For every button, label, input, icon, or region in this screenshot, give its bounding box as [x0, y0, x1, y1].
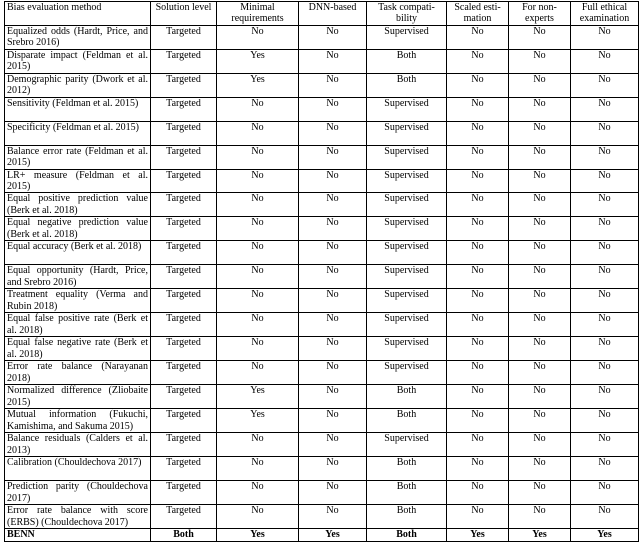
table-row — [5, 74, 639, 98]
cell-task-compatibility: Both — [367, 50, 447, 74]
cell-for-non-experts: No — [509, 457, 571, 481]
cell-minimal-requirements: Yes — [217, 74, 299, 98]
cell-solution-level: Targeted — [151, 146, 217, 170]
cell-method: Sensitivity (Feldman et al. 2015) — [5, 98, 151, 122]
cell-scaled-estimation: No — [447, 505, 509, 529]
cell-for-non-experts: No — [509, 193, 571, 217]
cell-minimal-requirements: No — [217, 265, 299, 289]
table-body — [5, 26, 639, 542]
cell-solution-level: Targeted — [151, 505, 217, 529]
table-row — [5, 193, 639, 217]
cell-method: Equal opportunity (Hardt, Price, and Srebro 2016) — [5, 265, 151, 289]
cell-dnn-based: No — [299, 409, 367, 433]
cell-task-compatibility: Supervised — [367, 265, 447, 289]
cell-full-ethical-examination: No — [571, 457, 639, 481]
cell-method: LR+ measure (Feldman et al. 2015) — [5, 170, 151, 193]
cell-for-non-experts: No — [509, 241, 571, 265]
cell-minimal-requirements: No — [217, 98, 299, 122]
cell-solution-level: Targeted — [151, 433, 217, 457]
table-row-benn — [5, 529, 639, 541]
cell-method: Prediction parity (Chouldechova 2017) — [5, 481, 151, 505]
cell-for-non-experts: No — [509, 361, 571, 385]
cell-minimal-requirements: No — [217, 481, 299, 505]
cell-solution-level: Targeted — [151, 337, 217, 361]
cell-full-ethical-examination: No — [571, 193, 639, 217]
cell-for-non-experts: No — [509, 337, 571, 361]
header-scaled-estimation: Scaled esti- mation — [447, 2, 509, 26]
cell-task-compatibility: Supervised — [367, 433, 447, 457]
cell-for-non-experts: No — [509, 98, 571, 122]
cell-solution-level: Targeted — [151, 122, 217, 146]
cell-solution-level: Targeted — [151, 50, 217, 74]
cell-dnn-based: No — [299, 385, 367, 409]
cell-method: Treatment equality (Verma and Rubin 2018) — [5, 289, 151, 313]
cell-task-compatibility: Both — [367, 74, 447, 98]
cell-dnn-based: No — [299, 146, 367, 170]
header-task-compatibility: Task compati- bility — [367, 2, 447, 26]
cell-solution-level: Targeted — [151, 193, 217, 217]
cell-for-non-experts: No — [509, 122, 571, 146]
cell-full-ethical-examination: No — [571, 98, 639, 122]
cell-task-compatibility: Supervised — [367, 313, 447, 337]
cell-full-ethical-examination: No — [571, 74, 639, 98]
cell-minimal-requirements: No — [217, 313, 299, 337]
cell-scaled-estimation: No — [447, 385, 509, 409]
cell-solution-level: Targeted — [151, 313, 217, 337]
cell-solution-level: Targeted — [151, 481, 217, 505]
cell-full-ethical-examination: No — [571, 26, 639, 50]
cell-for-non-experts: No — [509, 481, 571, 505]
cell-task-compatibility: Supervised — [367, 217, 447, 241]
cell-for-non-experts: No — [509, 385, 571, 409]
cell-scaled-estimation: No — [447, 74, 509, 98]
cell-full-ethical-examination: No — [571, 385, 639, 409]
cell-method: Equal negative prediction value (Berk et al. 2018) — [5, 217, 151, 241]
cell-dnn-based: No — [299, 313, 367, 337]
cell-dnn-based: No — [299, 26, 367, 50]
cell-full-ethical-examination: No — [571, 433, 639, 457]
cell-method: Equal false negative rate (Berk et al. 2018) — [5, 337, 151, 361]
cell-task-compatibility: Supervised — [367, 337, 447, 361]
table-row — [5, 457, 639, 481]
cell-task-compatibility: Supervised — [367, 122, 447, 146]
cell-scaled-estimation: No — [447, 122, 509, 146]
table-row — [5, 433, 639, 457]
cell-for-non-experts: No — [509, 50, 571, 74]
header-minimal-requirements: Minimal requirements — [217, 2, 299, 26]
cell-solution-level: Targeted — [151, 457, 217, 481]
cell-for-non-experts: No — [509, 409, 571, 433]
cell-full-ethical-examination: No — [571, 289, 639, 313]
cell-full-ethical-examination: No — [571, 409, 639, 433]
cell-scaled-estimation: Yes — [447, 529, 509, 541]
cell-method: Demographic parity (Dwork et al. 2012) — [5, 74, 151, 98]
cell-for-non-experts: No — [509, 26, 571, 50]
cell-full-ethical-examination: No — [571, 170, 639, 193]
table-row — [5, 122, 639, 146]
cell-minimal-requirements: No — [217, 122, 299, 146]
cell-solution-level: Targeted — [151, 361, 217, 385]
cell-minimal-requirements: Yes — [217, 529, 299, 541]
cell-scaled-estimation: No — [447, 289, 509, 313]
cell-task-compatibility: Supervised — [367, 170, 447, 193]
table-row — [5, 217, 639, 241]
cell-dnn-based: No — [299, 505, 367, 529]
cell-full-ethical-examination: No — [571, 313, 639, 337]
cell-dnn-based: No — [299, 50, 367, 74]
cell-scaled-estimation: No — [447, 50, 509, 74]
cell-solution-level: Targeted — [151, 385, 217, 409]
cell-solution-level: Targeted — [151, 26, 217, 50]
table-header — [5, 2, 639, 26]
cell-minimal-requirements: Yes — [217, 409, 299, 433]
cell-for-non-experts: Yes — [509, 529, 571, 541]
cell-method: Calibration (Chouldechova 2017) — [5, 457, 151, 481]
table-row — [5, 361, 639, 385]
cell-dnn-based: No — [299, 433, 367, 457]
cell-dnn-based: No — [299, 481, 367, 505]
cell-method: BENN — [5, 529, 151, 541]
cell-scaled-estimation: No — [447, 170, 509, 193]
cell-scaled-estimation: No — [447, 481, 509, 505]
cell-for-non-experts: No — [509, 313, 571, 337]
cell-dnn-based: No — [299, 289, 367, 313]
cell-solution-level: Targeted — [151, 98, 217, 122]
cell-for-non-experts: No — [509, 217, 571, 241]
cell-minimal-requirements: No — [217, 241, 299, 265]
cell-task-compatibility: Both — [367, 505, 447, 529]
cell-task-compatibility: Supervised — [367, 193, 447, 217]
cell-method: Balance error rate (Feldman et al. 2015) — [5, 146, 151, 170]
header-full-ethical-examination: Full ethical examination — [571, 2, 639, 26]
cell-dnn-based: No — [299, 74, 367, 98]
cell-task-compatibility: Supervised — [367, 289, 447, 313]
table-row — [5, 313, 639, 337]
cell-scaled-estimation: No — [447, 26, 509, 50]
cell-dnn-based: No — [299, 122, 367, 146]
header-bias-evaluation-method: Bias evaluation method — [5, 2, 151, 26]
table-row — [5, 481, 639, 505]
cell-task-compatibility: Both — [367, 481, 447, 505]
cell-dnn-based: No — [299, 241, 367, 265]
header-for-non-experts: For non- experts — [509, 2, 571, 26]
cell-for-non-experts: No — [509, 170, 571, 193]
table-row — [5, 385, 639, 409]
cell-scaled-estimation: No — [447, 337, 509, 361]
header-solution-level: Solution level — [151, 2, 217, 26]
cell-solution-level: Targeted — [151, 170, 217, 193]
cell-scaled-estimation: No — [447, 98, 509, 122]
header-dnn-based: DNN-based — [299, 2, 367, 26]
cell-minimal-requirements: No — [217, 217, 299, 241]
cell-method: Equal false positive rate (Berk et al. 2018) — [5, 313, 151, 337]
table-row — [5, 265, 639, 289]
cell-full-ethical-examination: No — [571, 361, 639, 385]
cell-method: Mutual information (Fukuchi, Kamishima, and Sakuma 2015) — [5, 409, 151, 433]
cell-solution-level: Both — [151, 529, 217, 541]
cell-dnn-based: No — [299, 337, 367, 361]
cell-minimal-requirements: Yes — [217, 50, 299, 74]
cell-method: Balance residuals (Calders et al. 2013) — [5, 433, 151, 457]
cell-dnn-based: No — [299, 193, 367, 217]
cell-dnn-based: Yes — [299, 529, 367, 541]
table-row — [5, 241, 639, 265]
cell-task-compatibility: Both — [367, 385, 447, 409]
cell-dnn-based: No — [299, 217, 367, 241]
cell-scaled-estimation: No — [447, 241, 509, 265]
table-row — [5, 505, 639, 529]
cell-scaled-estimation: No — [447, 146, 509, 170]
cell-minimal-requirements: No — [217, 289, 299, 313]
cell-full-ethical-examination: No — [571, 146, 639, 170]
cell-minimal-requirements: No — [217, 146, 299, 170]
cell-full-ethical-examination: No — [571, 241, 639, 265]
cell-dnn-based: No — [299, 170, 367, 193]
bias-methods-table — [4, 1, 639, 542]
cell-method: Equal accuracy (Berk et al. 2018) — [5, 241, 151, 265]
table-row — [5, 289, 639, 313]
table-row — [5, 50, 639, 74]
cell-minimal-requirements: No — [217, 193, 299, 217]
cell-task-compatibility: Both — [367, 409, 447, 433]
cell-for-non-experts: No — [509, 146, 571, 170]
cell-solution-level: Targeted — [151, 409, 217, 433]
table-row — [5, 337, 639, 361]
cell-task-compatibility: Supervised — [367, 361, 447, 385]
cell-full-ethical-examination: Yes — [571, 529, 639, 541]
table-row — [5, 146, 639, 170]
cell-dnn-based: No — [299, 361, 367, 385]
cell-full-ethical-examination: No — [571, 265, 639, 289]
cell-for-non-experts: No — [509, 433, 571, 457]
cell-method: Error rate balance with score (ERBS) (Chouldechova 2017) — [5, 505, 151, 529]
cell-method: Specificity (Feldman et al. 2015) — [5, 122, 151, 146]
cell-minimal-requirements: No — [217, 337, 299, 361]
cell-dnn-based: No — [299, 98, 367, 122]
cell-minimal-requirements: No — [217, 457, 299, 481]
header-row — [5, 2, 639, 26]
cell-solution-level: Targeted — [151, 217, 217, 241]
cell-scaled-estimation: No — [447, 409, 509, 433]
cell-full-ethical-examination: No — [571, 50, 639, 74]
table-row — [5, 26, 639, 50]
cell-task-compatibility: Both — [367, 529, 447, 541]
cell-method: Equal positive prediction value (Berk et al. 2018) — [5, 193, 151, 217]
cell-full-ethical-examination: No — [571, 122, 639, 146]
cell-full-ethical-examination: No — [571, 481, 639, 505]
cell-minimal-requirements: No — [217, 170, 299, 193]
cell-solution-level: Targeted — [151, 241, 217, 265]
cell-dnn-based: No — [299, 265, 367, 289]
cell-dnn-based: No — [299, 457, 367, 481]
cell-for-non-experts: No — [509, 505, 571, 529]
cell-method: Equalized odds (Hardt, Price, and Srebro 2016) — [5, 26, 151, 50]
cell-minimal-requirements: No — [217, 433, 299, 457]
table-row — [5, 170, 639, 193]
cell-for-non-experts: No — [509, 74, 571, 98]
cell-scaled-estimation: No — [447, 361, 509, 385]
cell-task-compatibility: Supervised — [367, 241, 447, 265]
cell-minimal-requirements: No — [217, 505, 299, 529]
cell-scaled-estimation: No — [447, 457, 509, 481]
cell-scaled-estimation: No — [447, 217, 509, 241]
cell-for-non-experts: No — [509, 289, 571, 313]
cell-scaled-estimation: No — [447, 313, 509, 337]
cell-for-non-experts: No — [509, 265, 571, 289]
cell-solution-level: Targeted — [151, 265, 217, 289]
cell-full-ethical-examination: No — [571, 217, 639, 241]
cell-minimal-requirements: No — [217, 361, 299, 385]
cell-method: Error rate balance (Narayanan 2018) — [5, 361, 151, 385]
cell-full-ethical-examination: No — [571, 337, 639, 361]
cell-scaled-estimation: No — [447, 193, 509, 217]
cell-scaled-estimation: No — [447, 265, 509, 289]
table-row — [5, 98, 639, 122]
cell-solution-level: Targeted — [151, 289, 217, 313]
cell-full-ethical-examination: No — [571, 505, 639, 529]
cell-task-compatibility: Supervised — [367, 26, 447, 50]
cell-minimal-requirements: No — [217, 26, 299, 50]
table-row — [5, 409, 639, 433]
cell-scaled-estimation: No — [447, 433, 509, 457]
cell-minimal-requirements: Yes — [217, 385, 299, 409]
cell-method: Normalized difference (Zliobaite 2015) — [5, 385, 151, 409]
cell-task-compatibility: Supervised — [367, 98, 447, 122]
cell-task-compatibility: Both — [367, 457, 447, 481]
cell-task-compatibility: Supervised — [367, 146, 447, 170]
cell-solution-level: Targeted — [151, 74, 217, 98]
cell-method: Disparate impact (Feldman et al. 2015) — [5, 50, 151, 74]
